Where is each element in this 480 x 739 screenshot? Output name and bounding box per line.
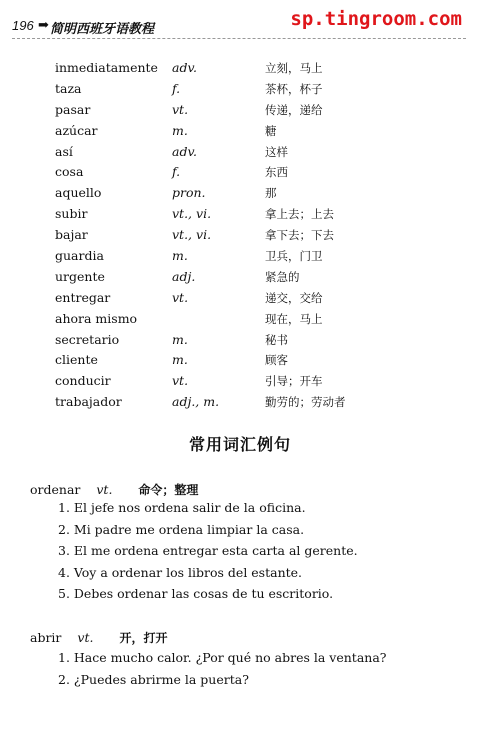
vocab-pos: vt., vi. [172,227,212,243]
vocab-word: ahora mismo [55,310,138,326]
entry-pos: vt. [77,630,94,645]
vocab-meaning: 立刻，马上 [265,61,323,75]
entry-meaning: 开，打开 [119,631,168,645]
examples-ordenar [58,500,358,608]
example-sentence: 2. ¿Puedes abrirme la puerta? [58,671,249,687]
entry-headword: abrir [30,630,62,645]
vocab-row [55,373,455,394]
vocab-word: trabajador [55,394,122,410]
vocab-pos: adv. [172,143,198,159]
vocab-row [55,185,455,206]
vocab-word: aquello [55,185,102,201]
example-sentence: 2. Mi padre me ordena limpiar la casa. [58,521,305,537]
page-number: 196 [12,18,34,33]
vocab-row [55,164,455,185]
vocab-pos: adj., m. [172,394,220,410]
vocab-word: guardia [55,248,104,264]
vocab-pos: vt., vi. [172,206,212,222]
vocab-row [55,394,455,415]
vocab-word: subir [55,206,88,222]
vocab-row [55,206,455,227]
vocab-meaning: 递交，交给 [265,290,323,305]
vocab-meaning: 那 [265,186,277,201]
vocab-pos: f. [172,164,181,180]
vocabulary-list [55,60,455,415]
vocab-pos: adv. [172,60,198,75]
vocab-meaning: 拿下去；下去 [265,228,334,243]
vocab-pos: pron. [172,185,206,201]
site-watermark: sp.tingroom.com [290,8,462,30]
arrow-icon: ➡ [38,18,49,33]
vocab-meaning: 东西 [265,165,288,180]
example-sentence: 1. El jefe nos ordena salir de la oficina. [58,500,306,515]
vocab-row [55,352,455,373]
vocab-word: azúcar [55,122,98,138]
examples-abrir [58,650,387,693]
vocab-meaning: 秘书 [265,332,288,347]
vocab-pos: vt. [172,101,189,117]
example-sentence: 3. El me ordena entregar esta carta al gerente. [58,543,358,558]
section-title: 常用词汇例句 [188,435,291,454]
vocab-row [55,311,455,332]
vocab-row [55,227,455,248]
entry-meaning: 命令；整理 [138,483,199,497]
vocab-row [55,144,455,165]
vocab-word: entregar [55,289,111,305]
vocab-row [55,60,455,81]
example-sentence: 5. Debes ordenar las cosas de tu escritorio. [58,586,334,601]
vocab-word: así [55,143,73,159]
vocab-word: cosa [55,164,84,180]
vocab-word: taza [55,80,82,96]
vocab-meaning: 糖 [265,123,277,138]
entry-pos: vt. [96,482,113,497]
vocab-meaning: 现在，马上 [265,311,323,326]
vocab-pos: adj. [172,268,196,284]
vocab-meaning: 传递，递给 [265,102,323,117]
vocab-meaning: 引导；开车 [265,374,323,389]
vocab-pos: vt. [172,289,189,305]
vocab-pos: f. [172,80,181,96]
header-divider [12,38,466,39]
vocab-meaning: 勤劳的；劳动者 [265,395,346,410]
vocab-pos: m. [172,122,188,138]
vocab-meaning: 紧急的 [265,269,300,284]
vocab-row [55,290,455,311]
example-sentence: 4. Voy a ordenar los libros del estante. [58,564,303,580]
book-title: 简明西班牙语教程 [50,22,155,37]
vocab-pos: m. [172,331,188,347]
example-sentence: 1. Hace mucho calor. ¿Por qué no abres la ventana? [58,650,387,665]
vocab-row [55,81,455,102]
vocab-meaning: 拿上去；上去 [265,207,334,222]
entry-headword: ordenar [30,482,81,497]
page-header [0,0,480,40]
vocab-row [55,269,455,290]
vocab-meaning: 卫兵，门卫 [265,249,323,264]
vocab-pos: vt. [172,373,189,389]
vocab-row [55,102,455,123]
vocab-pos: m. [172,352,188,368]
vocab-word: bajar [55,227,88,243]
vocab-row [55,248,455,269]
vocab-word: urgente [55,268,105,284]
vocab-word: cliente [55,352,98,368]
vocab-meaning: 茶杯，杯子 [265,81,323,96]
vocab-word: conducir [55,373,111,389]
vocab-word: inmediatamente [55,60,158,75]
vocab-row [55,123,455,144]
vocab-row [55,332,455,353]
vocab-word: secretario [55,331,120,347]
vocab-word: pasar [55,101,91,117]
vocab-pos: m. [172,248,188,264]
entry-abrir [30,629,167,646]
vocab-meaning: 这样 [265,144,288,159]
entry-ordenar [30,481,198,498]
vocab-meaning: 顾客 [265,353,288,368]
